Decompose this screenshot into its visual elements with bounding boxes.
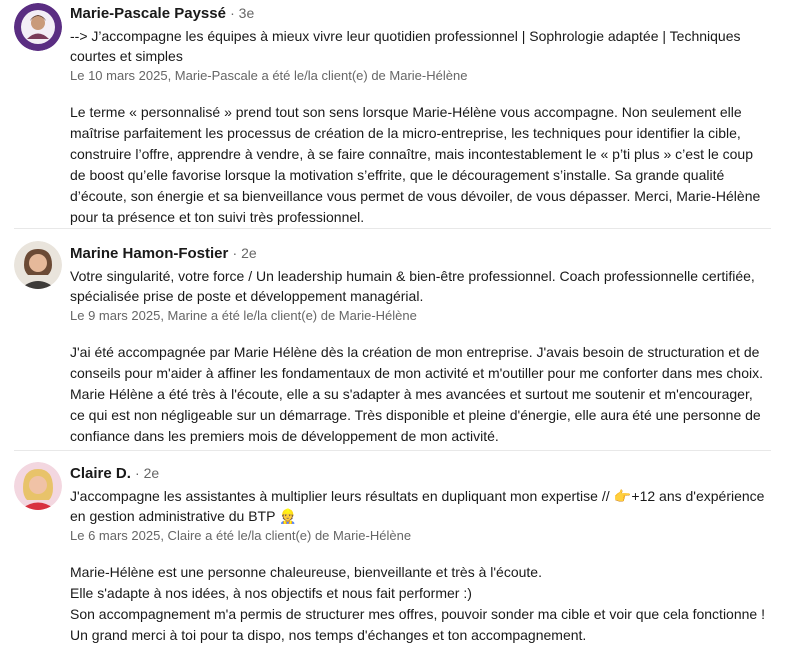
recommendation-text	[70, 102, 770, 228]
divider	[14, 228, 771, 229]
recommender-name[interactable]: Marine Hamon-Fostier	[70, 245, 229, 262]
recommendation-meta: Le 9 mars 2025, Marine a été le/la client(e) de Marie-Hélène	[70, 308, 417, 323]
headline-part: +12 ans d'expérience en gestion administrative du BTP	[70, 488, 765, 524]
recommendation-text	[70, 562, 770, 646]
avatar[interactable]	[14, 462, 62, 510]
recommendation-body: Le terme « personnalisé » prend tout son sens lorsque Marie-Hélène vous accompagne. Non seulement elle maîtrise parfaitement les processus de création de la micro-entreprise, les techniques pour identifier la cible, construire l’offre, apprendre à vendre, à se faire connaître, mais incontestablement le « p’ti plus » c’est le coup de boost qu’elle favorise lorsque la motivation s’effrite, que le découragement s’installe. Sa grande qualité d’écoute, son énergie et sa bienveillance vous permet de vous dévoiler, de vous dépasser. Merci, Marie-Hélène pour ta présence et ton suivi très professionnel.	[70, 104, 761, 225]
recommendation-line: Marie-Hélène est une personne chaleureuse, bienveillante et très à l'écoute.	[70, 564, 542, 580]
recommender-name-line	[70, 462, 770, 484]
recommender-headline: --> J’accompagne les équipes à mieux vivre leur quotidien professionnel | Sophrologie adaptée | Techniques courtes et simples	[70, 28, 741, 64]
avatar[interactable]	[14, 3, 62, 51]
recommendation-line: Un grand merci à toi pour ta dispo, nos temps d'échanges et ton accompagnement.	[70, 627, 587, 643]
recommendation-line: Elle s'adapte à nos idées, à nos objectifs et nous fait performer :)	[70, 585, 472, 601]
divider	[14, 450, 771, 451]
recommendation-body: J'ai été accompagnée par Marie Hélène dès la création de mon entreprise. J'avais besoin de structuration et de conseils pour m'aider à affiner les fondamentaux de mon activité et m'outiller pour me conforter dans mes choix. Marie Hélène a été très à l'écoute, elle a su s'adapter à mes avancées et surtout me soutenir et m'encourager, ce qui est non négligeable sur un démarrage. Très disponible et pleine d'énergie, elle aura été une personne de confiance dans les premiers mois de développement de mon activité.	[70, 344, 763, 444]
recommendation-meta: Le 6 mars 2025, Claire a été le/la client(e) de Marie-Hélène	[70, 528, 412, 543]
avatar[interactable]	[14, 241, 62, 289]
recommender-name[interactable]: Marie-Pascale Payssé	[70, 5, 226, 22]
recommendation-text	[70, 342, 770, 447]
headline-part: J'accompagne les assistantes à multiplier leurs résultats en dupliquant mon expertise //	[70, 488, 610, 504]
recommender-headline: Votre singularité, votre force / Un leadership humain & bien-être professionnel. Coach professionnelle certifiée, spécialisée prise de poste et développement managérial.	[70, 268, 755, 304]
recommendation-meta: Le 10 mars 2025, Marie-Pascale a été le/la client(e) de Marie-Hélène	[70, 68, 468, 83]
pointing-hand-icon: 👉	[613, 488, 631, 504]
recommender-name-line	[70, 242, 770, 264]
connection-degree: · 2e	[232, 245, 257, 261]
connection-degree: · 3e	[230, 5, 255, 21]
recommender-name[interactable]: Claire D.	[70, 465, 131, 482]
construction-worker-icon: 👷	[279, 508, 297, 524]
recommendation-line: Son accompagnement m'a permis de structurer mes offres, pouvoir sonder ma cible et voir que cela fonctionne !	[70, 606, 765, 622]
recommender-name-line	[70, 2, 770, 24]
recommender-headline	[70, 486, 770, 526]
connection-degree: · 2e	[135, 465, 160, 481]
